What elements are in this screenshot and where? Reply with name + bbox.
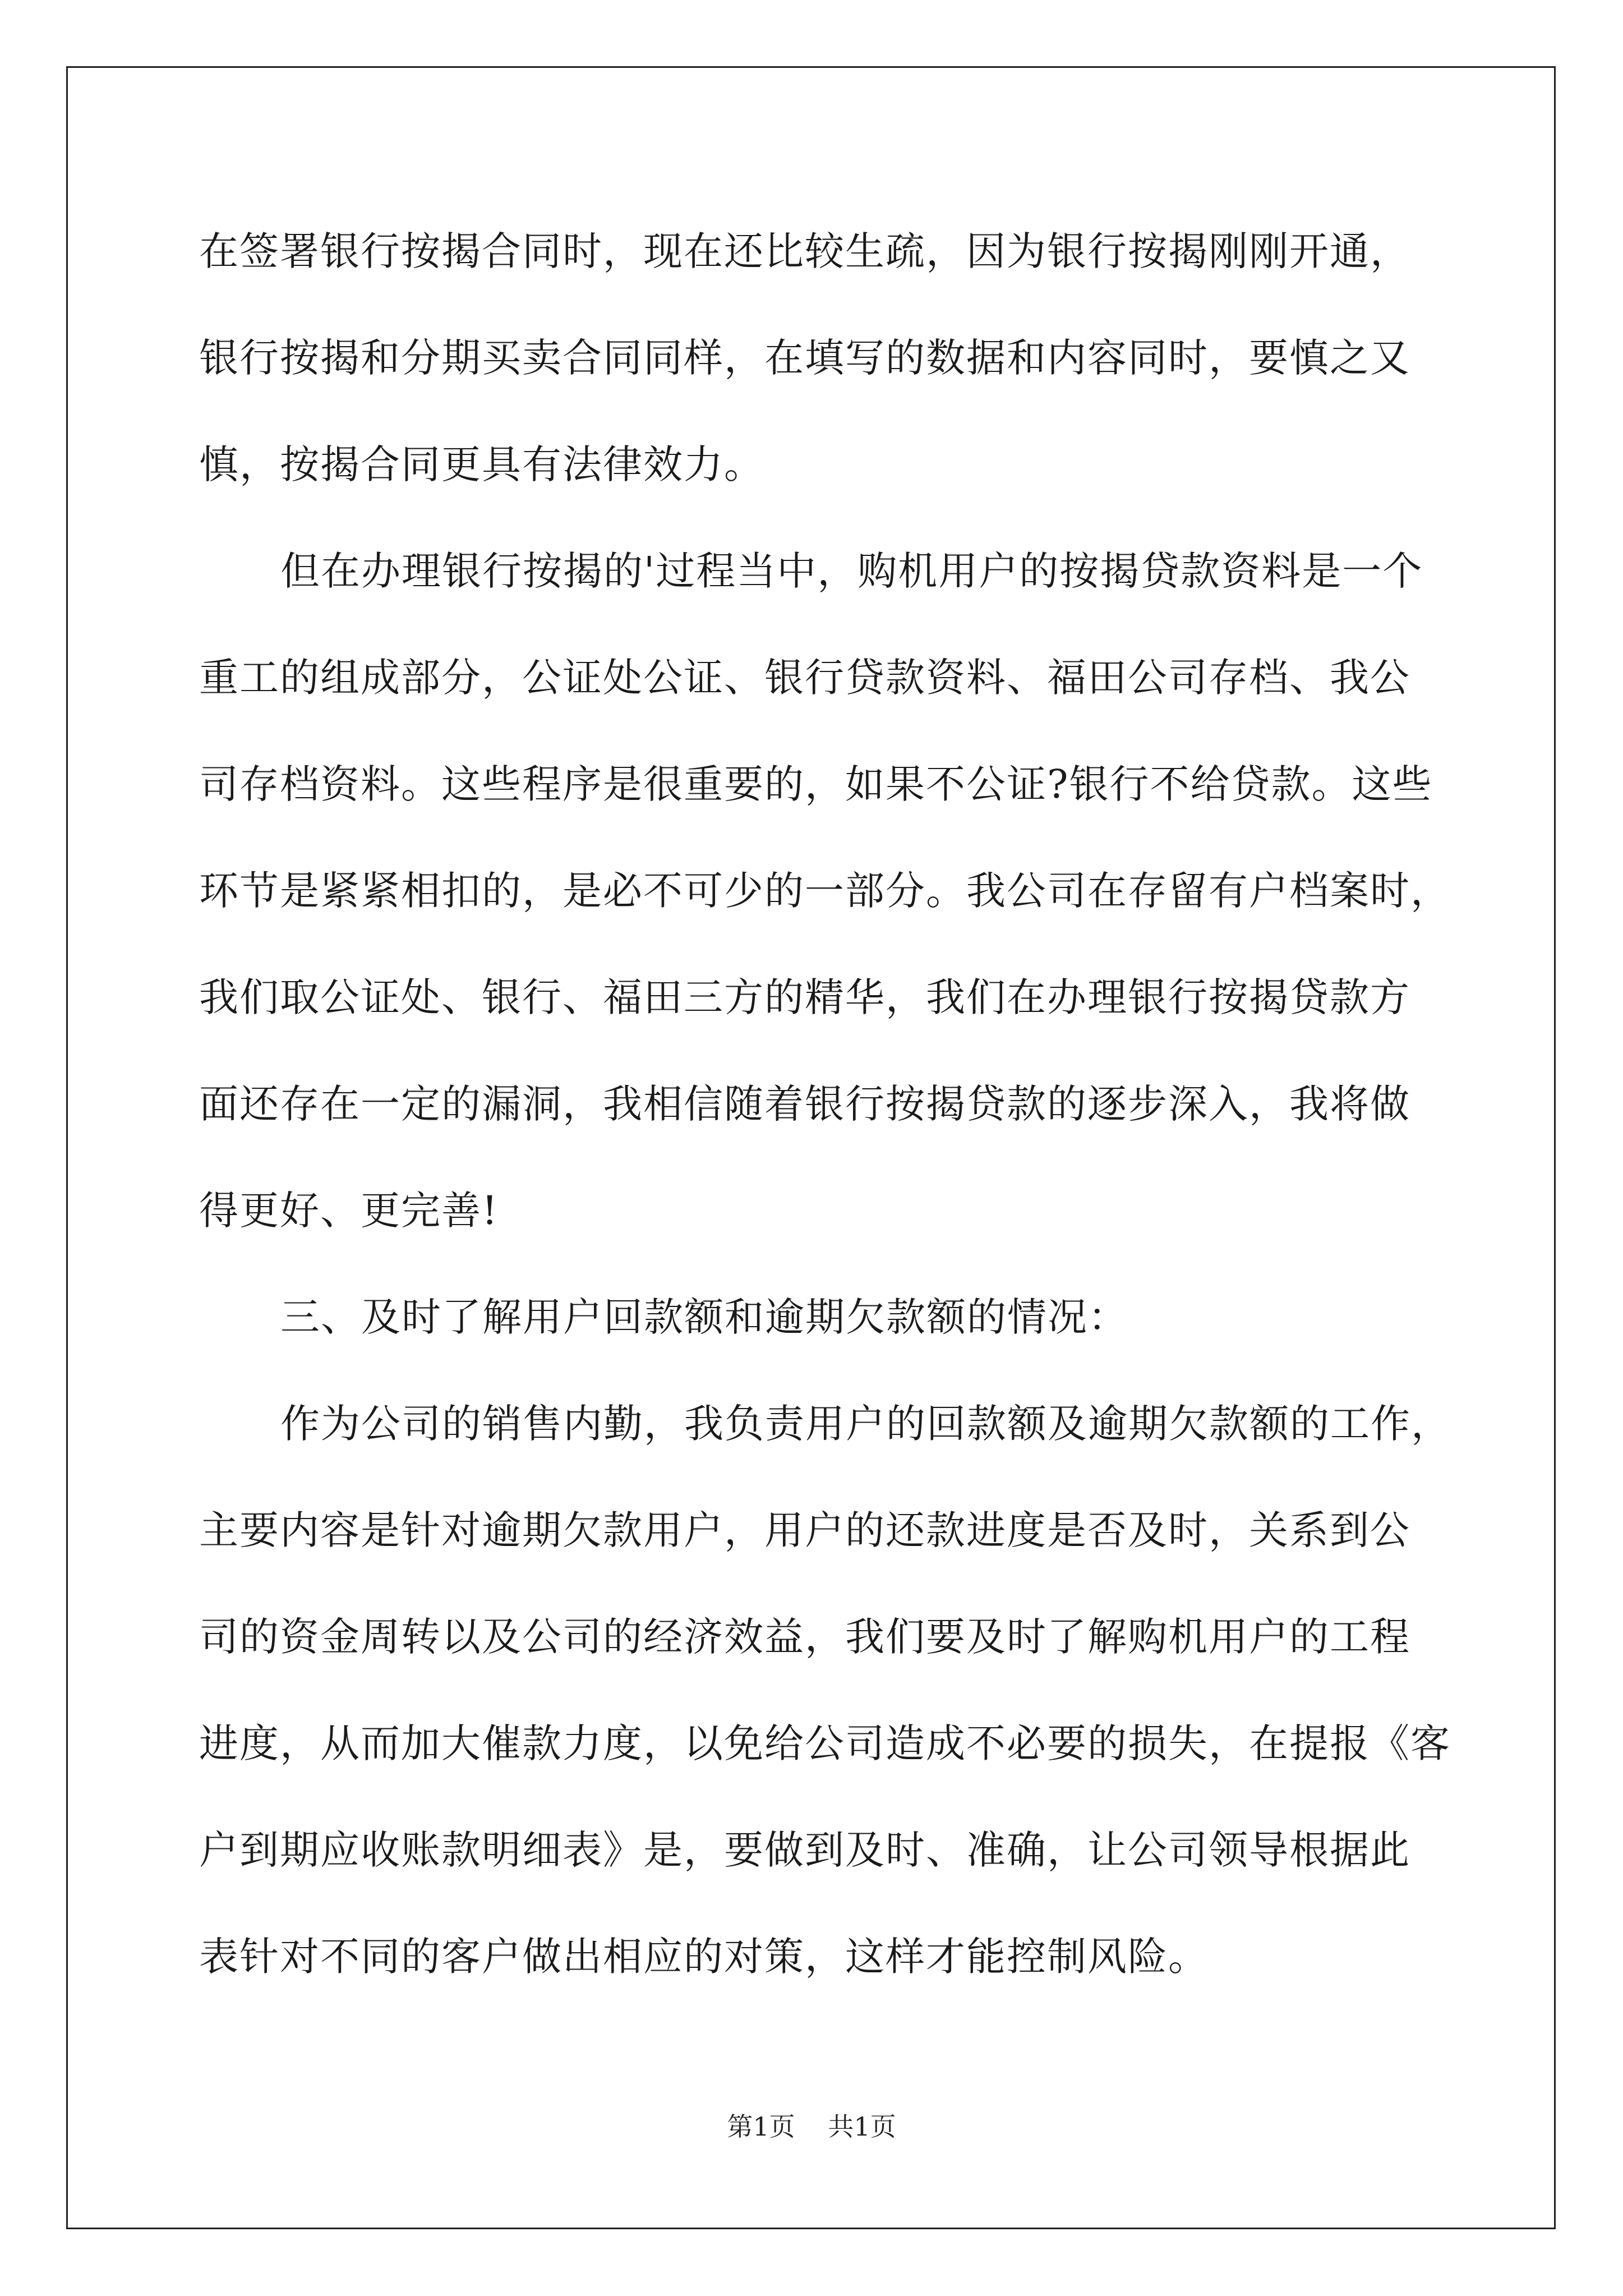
paragraph-start-line: 作为公司的销售内勤，我负责用户的回款额及逾期欠款额的工作， <box>280 1401 1451 1447</box>
paragraph-start-line: 但在办理银行按揭的'过程当中，购机用户的按揭贷款资料是一个 <box>280 548 1423 594</box>
text-line: 面还存在一定的漏洞，我相信随着银行按揭贷款的逐步深入，我将做 <box>199 1081 1410 1127</box>
text-line: 户到期应收账款明细表》是，要做到及时、准确，让公司领导根据此 <box>199 1827 1410 1873</box>
text-line: 进度，从而加大催款力度，以免给公司造成不必要的损失，在提报《客 <box>199 1720 1451 1766</box>
text-line: 银行按揭和分期买卖合同同样，在填写的数据和内容同时，要慎之又 <box>199 335 1410 381</box>
text-line: 环节是紧紧相扣的，是必不可少的一部分。我公司在存留有户档案时， <box>199 868 1451 914</box>
page-number: 第1页 <box>727 2111 795 2142</box>
document-body <box>199 218 1453 2030</box>
text-line: 主要内容是针对逾期欠款用户，用户的还款进度是否及时，关系到公 <box>199 1507 1410 1553</box>
text-line: 表针对不同的客户做出相应的对策，这样才能控制风险。 <box>199 1934 1209 1980</box>
text-line: 司的资金周转以及公司的经济效益，我们要及时了解购机用户的工程 <box>199 1614 1410 1660</box>
text-line: 我们取公证处、银行、福田三方的精华，我们在办理银行按揭贷款方 <box>199 974 1410 1020</box>
text-line: 在签署银行按揭合同时，现在还比较生疏，因为银行按揭刚刚开通， <box>199 228 1410 274</box>
page-total: 共1页 <box>828 2111 896 2142</box>
text-line: 司存档资料。这些程序是很重要的，如果不公证?银行不给贷款。这些 <box>199 761 1433 807</box>
text-line: 慎，按揭合同更具有法律效力。 <box>199 441 764 487</box>
page-footer <box>0 2106 1623 2143</box>
section-heading: 三、及时了解用户回款额和逾期欠款额的情况： <box>280 1294 1128 1340</box>
text-line: 重工的组成部分，公证处公证、银行贷款资料、福田公司存档、我公 <box>199 655 1410 701</box>
text-line: 得更好、更完善! <box>199 1188 499 1234</box>
